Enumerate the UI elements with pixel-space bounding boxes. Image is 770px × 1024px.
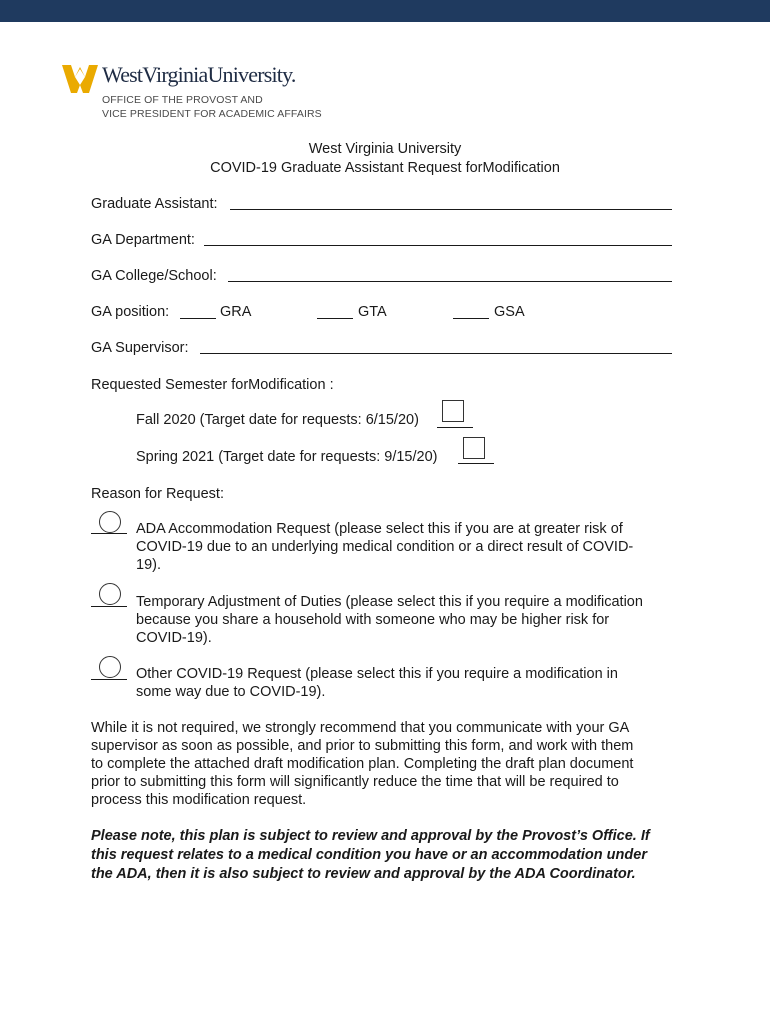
semester-label: Requested Semester forModification : bbox=[91, 377, 334, 393]
spring-2021-checkbox[interactable] bbox=[463, 437, 485, 459]
other-covid-text: Other COVID-19 Request (please select this if you require a modification in some way due to COVID-19). bbox=[136, 666, 618, 700]
office-line-2: VICE PRESIDENT FOR ACADEMIC AFFAIRS bbox=[102, 108, 322, 120]
gsa-blank[interactable] bbox=[453, 318, 489, 319]
ga-position-label: GA position: bbox=[91, 304, 170, 320]
ga-department-field[interactable] bbox=[204, 245, 672, 246]
temporary-adjustment-text: Temporary Adjustment of Duties (please select this if you require a modification because you share a household with someone who may be higher risk for COVID-19). bbox=[136, 594, 643, 646]
ada-accommodation-text: ADA Accommodation Request (please select this if you are at greater risk of COVID-19 due to an underlying medical condition or a direct result of COVID- 19). bbox=[136, 521, 634, 573]
reason-label: Reason for Request: bbox=[91, 486, 224, 502]
other-line bbox=[91, 679, 127, 680]
graduate-assistant-field[interactable] bbox=[230, 209, 672, 210]
recommendation-paragraph: While it is not required, we strongly recommend that you communicate with your GA supervisor as soon as possible, and prior to submitting this form, and work with them to complete the attached draft modification plan. Completing the draft plan document prior to submitting this form will significantly reduce the time that will be required to process this modification request. bbox=[91, 720, 634, 808]
graduate-assistant-label: Graduate Assistant: bbox=[91, 196, 218, 212]
gra-blank[interactable] bbox=[180, 318, 216, 319]
ga-college-field[interactable] bbox=[228, 281, 672, 282]
gsa-label: GSA bbox=[494, 304, 525, 320]
ada-accommodation-radio[interactable] bbox=[99, 511, 121, 533]
wvu-logo bbox=[62, 62, 362, 124]
gta-blank[interactable] bbox=[317, 318, 353, 319]
ga-supervisor-field[interactable] bbox=[200, 353, 672, 354]
temporary-line bbox=[91, 606, 127, 607]
fall-2020-checkbox[interactable] bbox=[442, 400, 464, 422]
form-title-line-1: West Virginia University bbox=[308, 141, 462, 157]
fall-2020-line bbox=[437, 427, 473, 428]
gra-label: GRA bbox=[220, 304, 252, 320]
gta-label: GTA bbox=[358, 304, 387, 320]
other-covid-radio[interactable] bbox=[99, 656, 121, 678]
ada-line bbox=[91, 533, 127, 534]
temporary-adjustment-radio[interactable] bbox=[99, 583, 121, 605]
approval-note: Please note, this plan is subject to review and approval by the Provost’s Office. If this request relates to a medical condition you have or an accommodation under the ADA, then it is also subject to review and approval by the ADA Coordinator. bbox=[91, 828, 650, 882]
office-line-1: OFFICE OF THE PROVOST AND bbox=[102, 94, 263, 106]
ga-college-label: GA College/School: bbox=[91, 268, 217, 284]
spring-2021-label: Spring 2021 (Target date for requests: 9/15/20) bbox=[136, 449, 438, 465]
ga-supervisor-label: GA Supervisor: bbox=[91, 340, 189, 356]
fall-2020-label: Fall 2020 (Target date for requests: 6/15/20) bbox=[136, 412, 419, 428]
flying-wv-icon bbox=[62, 65, 98, 95]
form-title-line-2: COVID-19 Graduate Assistant Request forModification bbox=[210, 160, 560, 176]
spring-2021-line bbox=[458, 463, 494, 464]
ga-department-label: GA Department: bbox=[91, 232, 195, 248]
university-name: WestVirginiaUniversity. bbox=[102, 62, 296, 87]
top-bar bbox=[0, 0, 770, 22]
